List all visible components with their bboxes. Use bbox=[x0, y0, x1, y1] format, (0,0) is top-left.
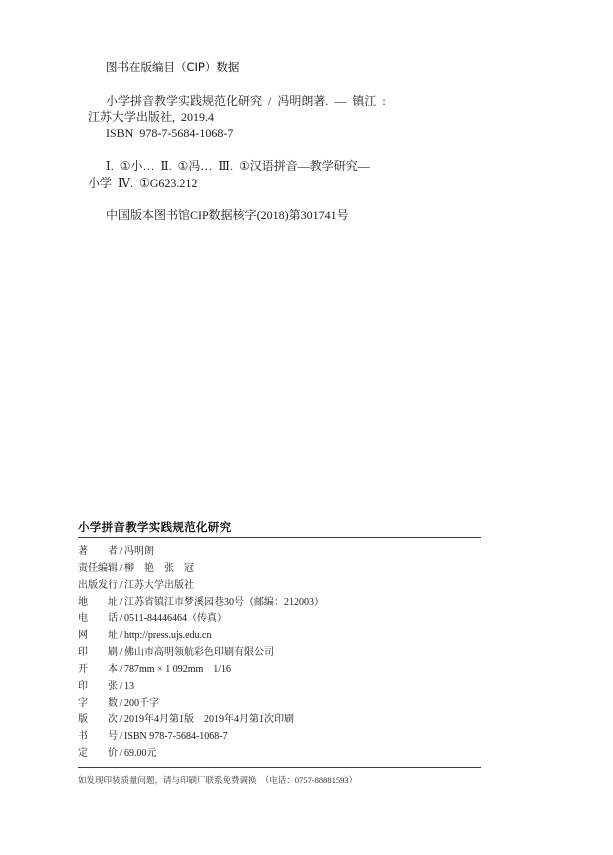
colophon-row-price bbox=[78, 746, 324, 763]
row-separator: / bbox=[119, 596, 123, 608]
row-separator: / bbox=[119, 562, 123, 574]
row-value: 13 bbox=[124, 680, 134, 692]
row-separator: / bbox=[119, 748, 123, 760]
row-label: 电 话 bbox=[78, 613, 118, 625]
row-value: 69.00元 bbox=[124, 748, 157, 760]
row-separator: / bbox=[119, 613, 123, 625]
row-value: 佛山市高明领航彩色印刷有限公司 bbox=[124, 647, 274, 659]
row-label: 印 刷 bbox=[78, 647, 118, 659]
cip-publication-line: 江苏大学出版社, 2019.4 bbox=[88, 110, 215, 124]
colophon-table bbox=[78, 544, 324, 763]
row-label: 印 张 bbox=[78, 680, 118, 692]
row-label: 定 价 bbox=[78, 748, 118, 760]
quality-notice: 如发现印装质量问题，请与印刷厂联系免费调换 （电话：0757-88881593） bbox=[78, 775, 358, 785]
row-separator: / bbox=[119, 663, 123, 675]
cip-isbn: ISBN 978-7-5684-1068-7 bbox=[106, 126, 234, 140]
cip-subject-line: 小学 Ⅳ. ①G623.212 bbox=[88, 176, 198, 190]
colophon-row-author bbox=[78, 544, 324, 561]
colophon-row-address bbox=[78, 595, 324, 612]
row-separator: / bbox=[119, 731, 123, 743]
row-label: 网 址 bbox=[78, 630, 118, 642]
colophon-row-printed-sheets bbox=[78, 679, 324, 696]
row-value: 787mm × 1 092mm 1/16 bbox=[124, 663, 232, 675]
cip-record-number: 中国版本图书馆CIP数据核字(2018)第301741号 bbox=[106, 208, 349, 222]
cip-subject-line: Ⅰ. ①小… Ⅱ. ①冯… Ⅲ. ①汉语拼音—教学研究— bbox=[106, 159, 370, 173]
colophon-row-edition bbox=[78, 712, 324, 729]
row-label: 著 者 bbox=[78, 546, 118, 557]
cip-heading: 图书在版编目（CIP）数据 bbox=[106, 60, 240, 74]
row-separator: / bbox=[119, 697, 123, 709]
row-value: 江苏省镇江市梦溪园巷30号（邮编：212003） bbox=[124, 596, 324, 608]
row-value: http://press.ujs.edu.cn bbox=[124, 630, 212, 642]
row-label: 责任编辑 bbox=[78, 562, 118, 574]
colophon-row-phone bbox=[78, 611, 324, 628]
row-value: 200千字 bbox=[124, 697, 159, 709]
row-label: 地 址 bbox=[78, 596, 118, 608]
divider bbox=[78, 537, 481, 538]
row-separator: / bbox=[119, 680, 123, 692]
cip-title-statement-line: 小学拼音教学实践规范化研究 / 冯明朗著. — 镇江 : bbox=[106, 94, 386, 108]
row-value: 柳 艳 张 冠 bbox=[124, 562, 194, 574]
row-value: 冯明朗 bbox=[124, 546, 154, 557]
colophon-row-publisher bbox=[78, 578, 324, 595]
book-title: 小学拼音教学实践规范化研究 bbox=[78, 520, 232, 534]
colophon-row-word-count bbox=[78, 696, 324, 713]
row-label: 版 次 bbox=[78, 714, 118, 726]
row-separator: / bbox=[119, 579, 123, 591]
row-value: 江苏大学出版社 bbox=[124, 579, 194, 591]
row-label: 出版发行 bbox=[78, 579, 118, 591]
colophon-row-isbn bbox=[78, 729, 324, 746]
row-separator: / bbox=[119, 546, 123, 557]
row-label: 书 号 bbox=[78, 731, 118, 743]
row-separator: / bbox=[119, 647, 123, 659]
divider bbox=[78, 767, 481, 768]
colophon-row-editors bbox=[78, 561, 324, 578]
row-label: 字 数 bbox=[78, 697, 118, 709]
row-separator: / bbox=[119, 630, 123, 642]
row-value: 2019年4月第1版 2019年4月第1次印刷 bbox=[124, 714, 294, 726]
row-value: ISBN 978-7-5684-1068-7 bbox=[124, 731, 228, 743]
colophon-row-format bbox=[78, 662, 324, 679]
row-value: 0511-84446464（传真） bbox=[124, 613, 227, 625]
row-separator: / bbox=[119, 714, 123, 726]
colophon-row-website bbox=[78, 628, 324, 645]
row-label: 开 本 bbox=[78, 663, 118, 675]
colophon-row-printer bbox=[78, 645, 324, 662]
